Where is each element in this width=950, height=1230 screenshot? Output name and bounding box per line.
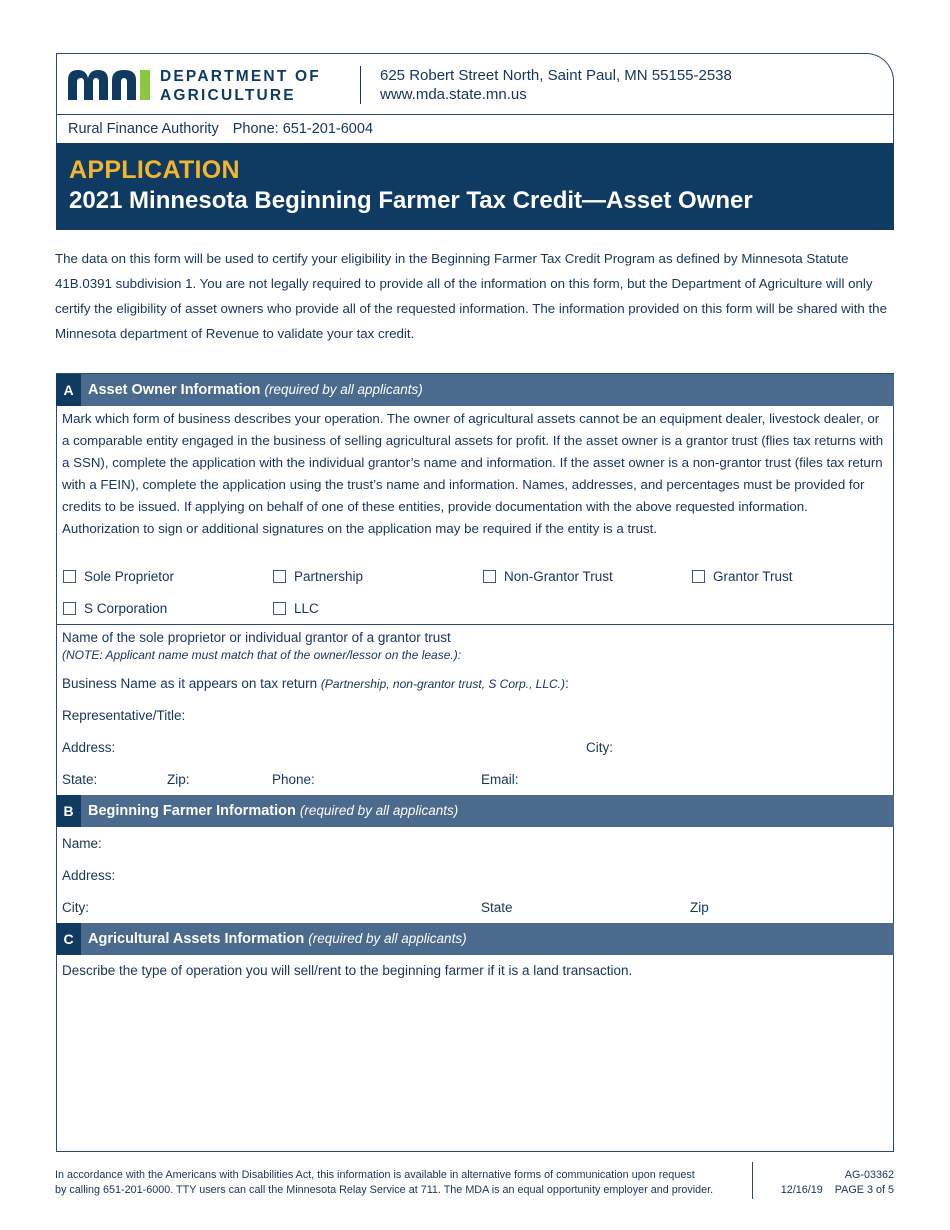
checkbox-icon[interactable] — [692, 570, 705, 583]
farmer-address-field[interactable]: Address: — [62, 868, 116, 883]
section-b-letter: B — [56, 795, 81, 827]
form-id: AG-03362 — [844, 1169, 894, 1181]
section-a-divider — [56, 624, 894, 625]
section-c-title: Agricultural Assets Information — [88, 931, 305, 947]
section-a-note: (required by all applicants) — [264, 382, 423, 397]
section-b-title-wrap — [88, 795, 458, 827]
ada-line-1: In accordance with the Americans with Disabilities Act, this information is available in alternative forms of communication upon request — [55, 1169, 695, 1181]
checkbox-grantor-trust[interactable] — [692, 569, 793, 584]
ada-line-2: by calling 651-201-6000. TTY users can call the Minnesota Relay Service at 711. The MDA is an equal opportunity employer and provider. — [55, 1184, 714, 1196]
header-address-block — [380, 66, 732, 104]
checkbox-icon[interactable] — [483, 570, 496, 583]
business-name-note: (Partnership, non-grantor trust, S Corp., LLC.) — [320, 677, 566, 691]
checkbox-icon[interactable] — [63, 570, 76, 583]
form-date-page — [781, 1183, 894, 1198]
checkbox-partnership[interactable] — [273, 569, 363, 584]
form-meta — [781, 1168, 894, 1198]
owner-phone-field[interactable]: Phone: — [272, 772, 315, 787]
mn-logo-icon — [68, 66, 368, 106]
checkbox-label: S Corporation — [84, 601, 168, 616]
logo-line-1: DEPARTMENT OF — [160, 68, 321, 85]
section-c-title-wrap — [88, 923, 467, 955]
checkbox-icon[interactable] — [273, 602, 286, 615]
ada-statement — [55, 1168, 713, 1198]
business-name-label: Business Name as it appears on tax return — [62, 676, 318, 691]
agency-phone: Phone: 651-201-6004 — [232, 121, 374, 137]
business-name-label-row[interactable]: Business Name as it appears on tax return (Partnership, non-grantor trust, S Corp., LLC.): — [62, 676, 569, 691]
mda-logo — [68, 66, 368, 106]
checkbox-icon[interactable] — [273, 570, 286, 583]
checkbox-label: Non-Grantor Trust — [504, 569, 613, 584]
section-c-letter: C — [56, 923, 81, 955]
owner-address-field[interactable]: Address: — [62, 740, 116, 755]
agency-contact-line — [68, 121, 373, 137]
section-a-title-wrap — [88, 374, 423, 406]
farmer-name-field[interactable]: Name: — [62, 836, 102, 851]
form-kicker: APPLICATION — [69, 156, 240, 184]
street-address: 625 Robert Street North, Saint Paul, MN 55155-2538 — [380, 67, 732, 84]
page-title: 2021 Minnesota Beginning Farmer Tax Credit—Asset Owner — [69, 187, 753, 214]
checkbox-s-corporation[interactable] — [63, 601, 167, 616]
owner-email-field[interactable]: Email: — [481, 772, 519, 787]
section-b-header — [56, 795, 894, 827]
owner-zip-field[interactable]: Zip: — [167, 772, 190, 787]
farmer-city-field[interactable]: City: — [62, 900, 89, 915]
section-a-header — [56, 374, 894, 406]
header-divider — [56, 114, 894, 115]
intro-paragraph: The data on this form will be used to certify your eligibility in the Beginning Farmer Tax Credit Program as defined by Minnesota Statute 41B.0391 subdivision 1. You are not legally required to provide all of the information on this form, but the Department of Agriculture will only certify the eligibility of asset owners who provide all of the requested information. The information provided on this form will be shared with the Minnesota department of Revenue to validate your tax credit. — [55, 251, 887, 341]
section-a-title: Asset Owner Information — [88, 382, 261, 398]
owner-city-field[interactable]: City: — [586, 740, 613, 755]
logo-divider — [360, 66, 361, 104]
footer-divider — [752, 1162, 753, 1199]
farmer-state-field[interactable]: State — [481, 900, 513, 915]
section-a-instructions: Mark which form of business describes your operation. The owner of agricultural assets cannot be an equipment dealer, livestock dealer, or a comparable entity engaged in the business of selling agricultural assets for profit. If the asset owner is a grantor trust (flies tax returns with a SSN), complete the application with the individual grantor’s name and information. If the asset owner is a non-grantor trust (files tax return with a FEIN), complete the application using the trust’s name and information. Names, addresses, and percentages must be provided for credits to be issued. If applying on behalf of one of these entities, provide documentation with the above requested information. Authorization to sign or additional signatures on the application may be required if the entity is a trust. — [62, 411, 884, 536]
section-b-note: (required by all applicants) — [299, 803, 459, 818]
farmer-zip-field[interactable]: Zip — [690, 900, 709, 915]
form-date: 12/16/19 — [780, 1184, 823, 1196]
checkbox-label: Grantor Trust — [713, 569, 793, 584]
checkbox-icon[interactable] — [63, 602, 76, 615]
checkbox-label: Partnership — [294, 569, 364, 584]
checkbox-non-grantor-trust[interactable] — [483, 569, 613, 584]
page-number: PAGE 3 of 5 — [834, 1184, 894, 1196]
logo-line-2: AGRICULTURE — [160, 87, 296, 104]
checkbox-sole-proprietor[interactable] — [63, 569, 174, 584]
owner-name-note: (NOTE: Applicant name must match that of the owner/lessor on the lease.): — [62, 648, 462, 662]
section-a-letter: A — [56, 374, 81, 406]
operation-description-field[interactable]: Describe the type of operation you will sell/rent to the beginning farmer if it is a land transaction. — [62, 963, 633, 978]
owner-state-field[interactable]: State: — [62, 772, 98, 787]
representative-field[interactable]: Representative/Title: — [62, 708, 186, 723]
checkbox-label: LLC — [294, 601, 319, 616]
owner-name-label: Name of the sole proprietor or individual grantor of a grantor trust — [62, 630, 451, 645]
section-c-note: (required by all applicants) — [308, 931, 467, 946]
checkbox-label: Sole Proprietor — [84, 569, 175, 584]
section-b-title: Beginning Farmer Information — [88, 803, 296, 819]
section-c-header — [56, 923, 894, 955]
agency-unit: Rural Finance Authority — [68, 121, 219, 137]
owner-name-note-text: (NOTE: Applicant name must match that of the owner/lessor on the lease.) — [62, 648, 458, 662]
checkbox-llc[interactable] — [273, 601, 319, 616]
website-link[interactable]: www.mda.state.mn.us — [380, 86, 527, 103]
